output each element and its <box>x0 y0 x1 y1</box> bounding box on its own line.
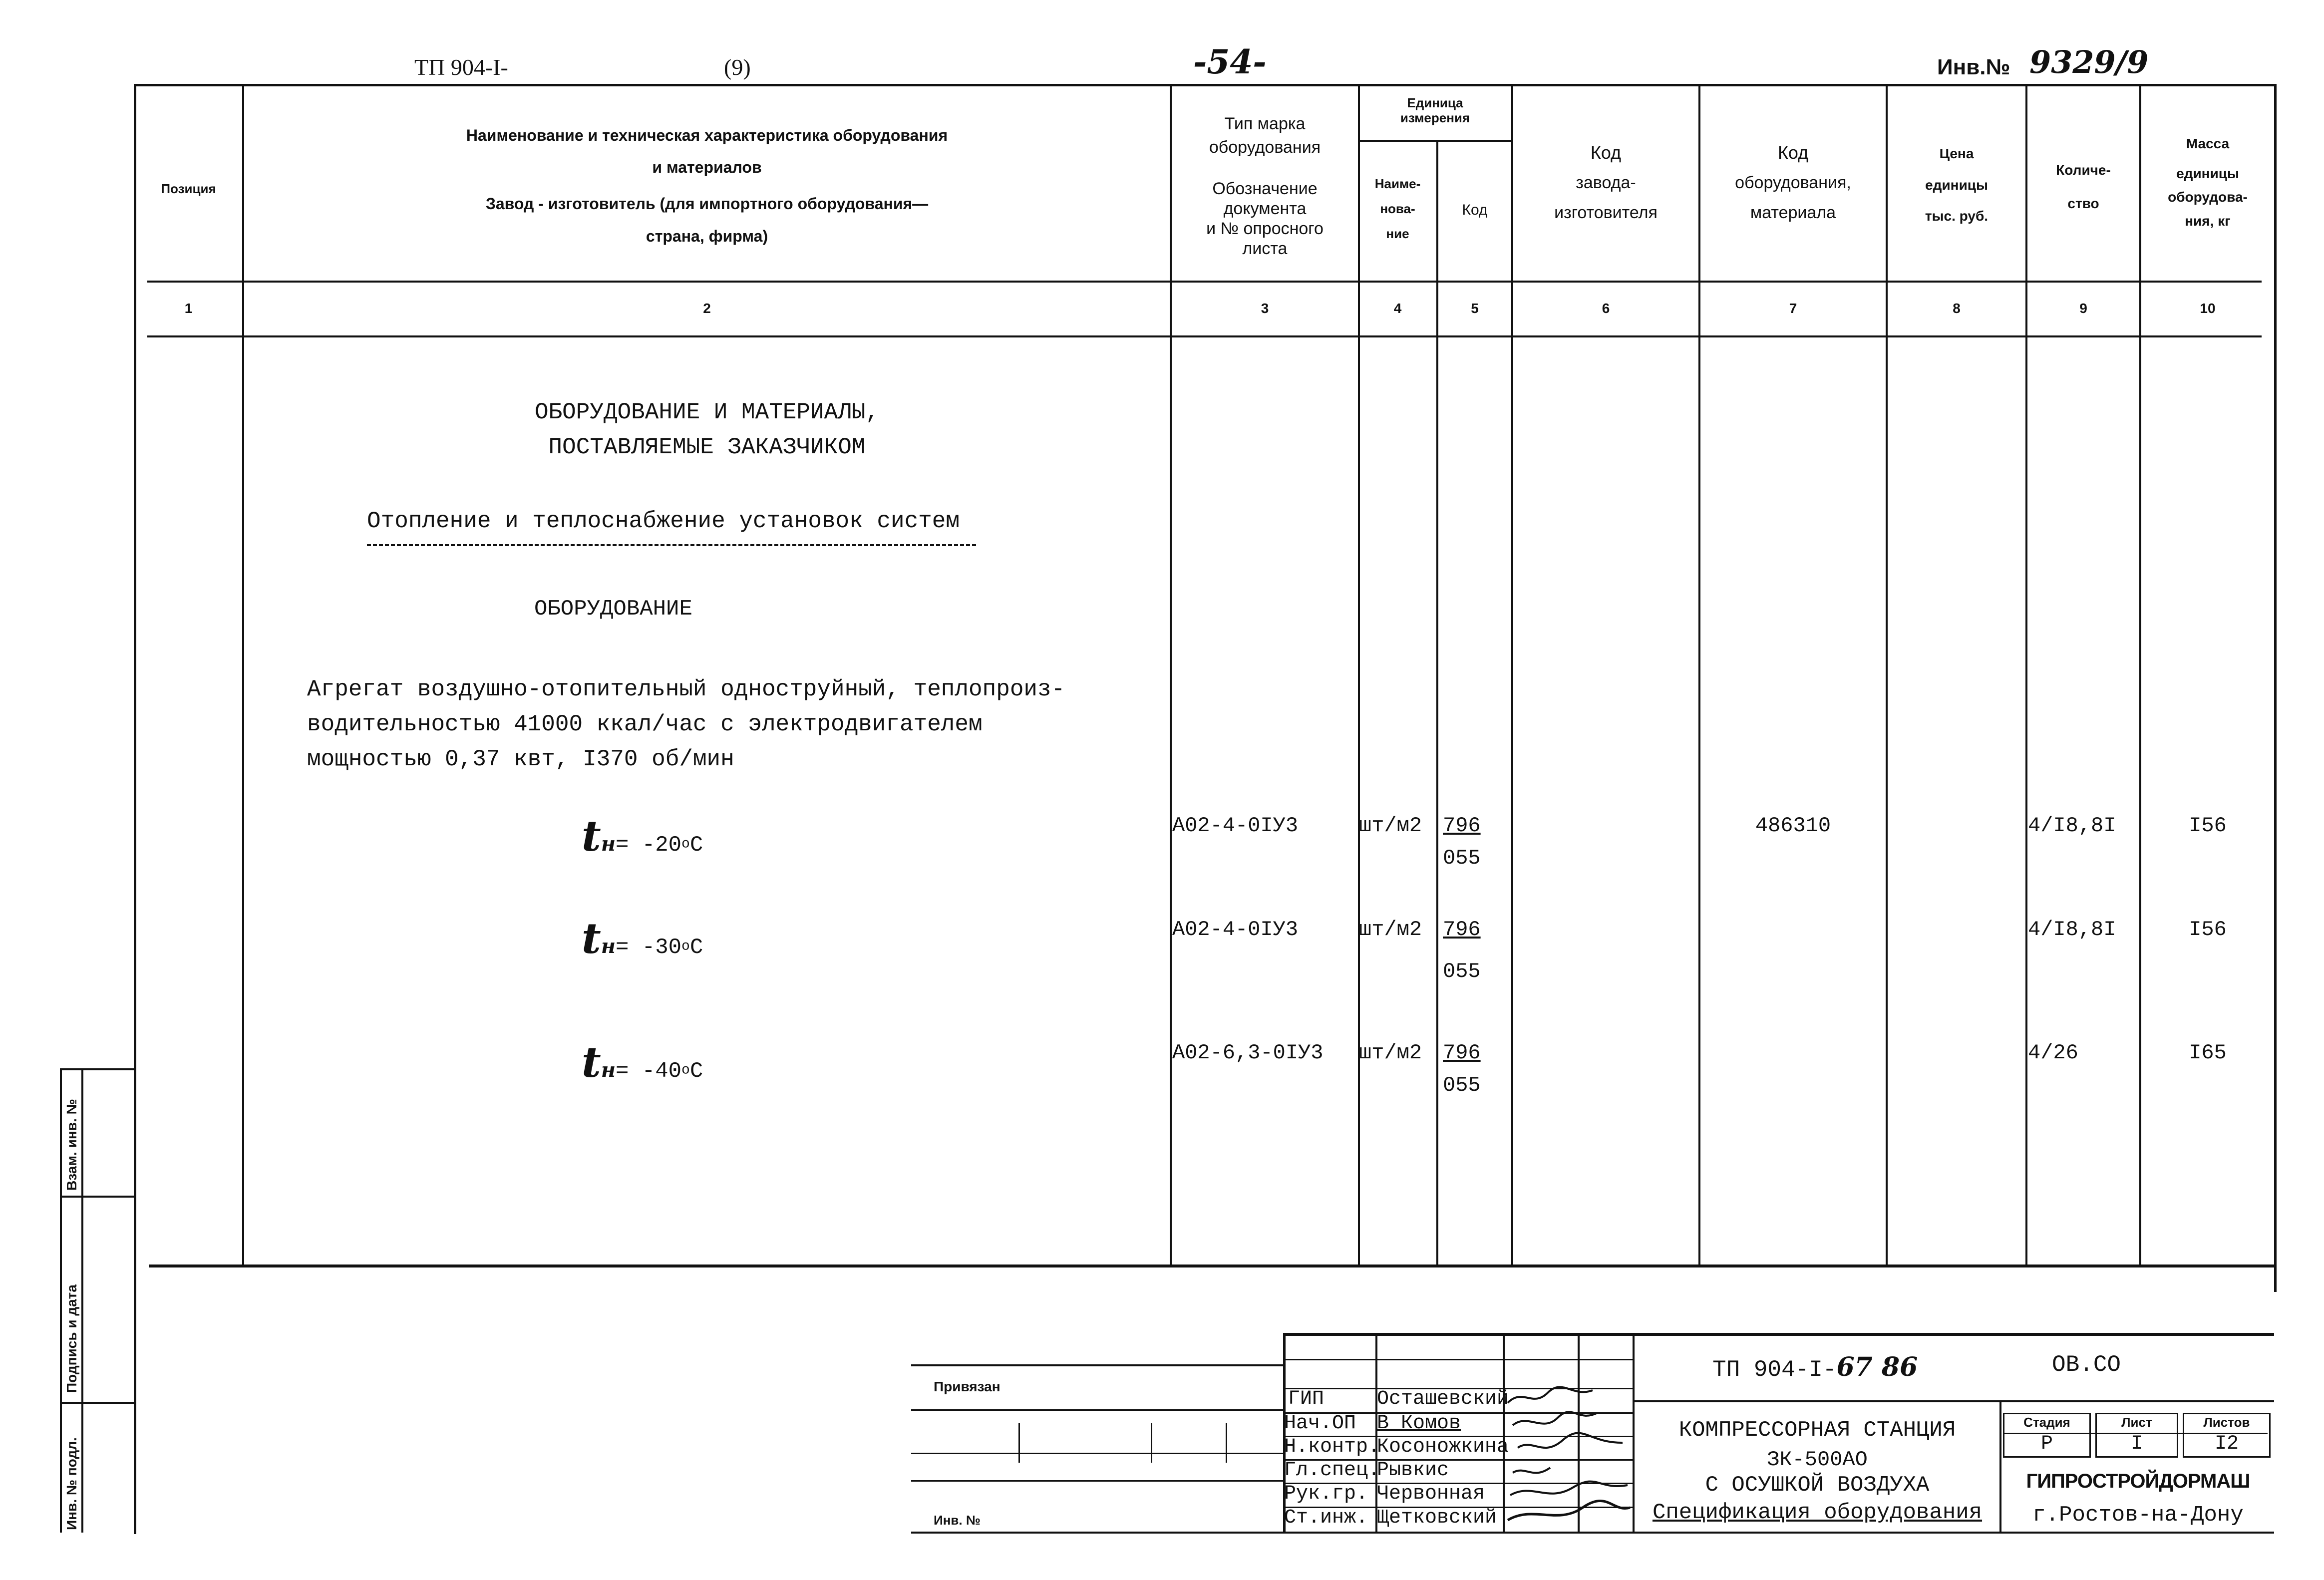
col-number: 4 <box>1393 301 1402 316</box>
frame-right-line <box>2274 84 2277 1292</box>
temp-unit: C <box>689 1059 703 1084</box>
unit-code-bottom: 055 <box>1443 846 1481 870</box>
header-unit-name-1: Наиме- <box>1374 176 1421 191</box>
header-material-2: оборудования, <box>1735 173 1851 192</box>
header-mass-1: Масса <box>2186 136 2230 151</box>
degree-sign: o <box>681 836 690 852</box>
stamp-top-line <box>1283 1333 2274 1336</box>
col-number: 10 <box>2200 301 2216 316</box>
quantity: 4/26 <box>2028 1041 2078 1065</box>
degree-sign: o <box>681 939 690 954</box>
header-price-1: Цена <box>1939 146 1974 161</box>
header-unit-1: Единица <box>1407 95 1463 110</box>
unit-code-bottom: 055 <box>1443 959 1481 983</box>
header-type-4: документа <box>1223 199 1307 218</box>
material-code: 486310 <box>1755 814 1831 838</box>
temp-value: = -30 <box>615 935 682 960</box>
col-number: 2 <box>703 301 711 316</box>
temp-subscript: н <box>601 832 616 856</box>
header-factory-2: завода- <box>1576 173 1636 192</box>
equipment-type: А02-4-0IУ3 <box>1172 918 1299 942</box>
description-line-3: мощностью 0,37 квт, I370 об/мин <box>307 746 734 772</box>
stamp-role: Ст.инж. <box>1284 1507 1368 1529</box>
privyazan-line <box>911 1480 1286 1482</box>
stage-label: Стадия <box>2023 1415 2070 1430</box>
header-unit-code: Код <box>1462 202 1488 218</box>
stamp-name: Косоножкина <box>1377 1436 1509 1458</box>
stamp-title-3: С ОСУШКОЙ ВОЗДУХА <box>1705 1473 1930 1498</box>
sheet-label: Лист <box>2121 1415 2152 1430</box>
stamp-title-4: Спецификация оборудования <box>1652 1500 1983 1525</box>
organization-name: ГИПРОСТРОЙДОРМАШ <box>2026 1470 2250 1492</box>
signature-scribbles <box>1503 1383 1633 1533</box>
col-number: 5 <box>1471 301 1479 316</box>
stamp-title-1: КОМПРЕССОРНАЯ СТАНЦИЯ <box>1678 1418 1956 1443</box>
side-stamp-left <box>60 1068 62 1533</box>
stamp-col-line <box>1633 1333 1635 1533</box>
header-name-4: страна, фирма) <box>646 227 768 245</box>
sheets-value: I2 <box>2214 1433 2239 1455</box>
temp-subscript: н <box>601 1058 616 1082</box>
stamp-role: ГИП <box>1288 1388 1325 1410</box>
section-title-1: ОБОРУДОВАНИЕ И МАТЕРИАЛЫ, <box>534 399 880 425</box>
header-type-6: листа <box>1242 239 1288 258</box>
stage-box-group <box>2003 1413 2270 1457</box>
unit-name: шт/м2 <box>1359 814 1422 838</box>
col-number: 6 <box>1602 301 1610 316</box>
stamp-title-2: ЗК-500АО <box>1767 1448 1868 1472</box>
description-line-2: водительностью 41000 ккал/час с электродвигателем <box>307 711 983 737</box>
header-type-3: Обозначение <box>1212 179 1318 198</box>
temp-value: = -40 <box>615 1059 682 1084</box>
stamp-name: Червонная <box>1377 1483 1485 1505</box>
degree-sign: o <box>681 1062 690 1078</box>
privyazan-tick <box>1151 1423 1152 1463</box>
unit-mass: I65 <box>2189 1041 2227 1065</box>
quantity: 4/I8,8I <box>2028 814 2116 838</box>
subsection-heading: ОБОРУДОВАНИЕ <box>534 597 692 622</box>
stamp-right-col <box>1999 1400 2001 1533</box>
header-material-1: Код <box>1777 142 1809 163</box>
col-sep-3 <box>1358 84 1360 1264</box>
equipment-type: А02-4-0IУ3 <box>1172 814 1299 838</box>
header-material-3: материала <box>1750 203 1836 222</box>
col-sep-6 <box>1698 84 1700 1264</box>
table-row <box>582 1037 703 1087</box>
section-underline <box>367 544 976 546</box>
table-bottom-line <box>149 1264 2274 1267</box>
stamp-mark: ОВ.СО <box>2052 1352 2121 1378</box>
col-number: 9 <box>2079 301 2087 316</box>
temp-symbol: t <box>582 811 601 861</box>
page-number: -54- <box>1193 42 1267 81</box>
unit-code-top: 796 <box>1443 918 1481 942</box>
side-label-replacement-inv: Взам. инв. № <box>64 1099 79 1191</box>
unit-group-line <box>1359 140 1511 142</box>
side-label-signature-date: Подпись и дата <box>64 1284 79 1393</box>
equipment-type: А02-6,3-0IУ3 <box>1172 1041 1324 1065</box>
header-type-5: и № опросного <box>1206 219 1324 238</box>
sheet-paren: (9) <box>724 54 751 80</box>
header-unit-name-2: нова- <box>1380 201 1415 216</box>
unit-mass: I56 <box>2189 918 2227 942</box>
temp-symbol: t <box>582 1037 601 1087</box>
col-number: 3 <box>1261 301 1269 316</box>
privyazan-tick <box>1018 1423 1020 1463</box>
section-heading: Отопление и теплоснабжение установок систем <box>367 508 960 534</box>
stage-value: Р <box>2040 1433 2053 1455</box>
col-sep-8 <box>2025 84 2027 1264</box>
stamp-name: В Комов <box>1377 1412 1461 1435</box>
unit-code-top: 796 <box>1443 1041 1481 1065</box>
privyazan-tick <box>1226 1423 1227 1463</box>
header-type-2: оборудования <box>1209 138 1321 157</box>
col-number: 8 <box>1953 301 1961 316</box>
side-stamp-line <box>60 1068 135 1070</box>
privyazan-line <box>911 1453 1286 1454</box>
unit-name: шт/м2 <box>1359 918 1422 942</box>
stamp-doc-code <box>1712 1352 1918 1383</box>
organization-city: г.Ростов-на-Дону <box>2032 1503 2244 1528</box>
header-unit-2: измерения <box>1400 110 1470 125</box>
frame-top-line <box>135 84 2277 86</box>
header-price-2: единицы <box>1925 177 1988 193</box>
stamp-doc-code-handwritten: 67 86 <box>1836 1352 1918 1382</box>
header-name-1: Наименование и техническая характеристика оборудования <box>466 126 948 144</box>
table-row <box>582 811 703 861</box>
header-name-3: Завод - изготовитель (для импортного оборудования— <box>485 195 929 213</box>
header-factory-3: изготовителя <box>1554 203 1658 222</box>
stamp-name: Рывкис <box>1377 1459 1449 1482</box>
header-qty-1: Количе- <box>2056 162 2111 178</box>
col-sep-2 <box>1170 84 1172 1264</box>
temp-subscript: н <box>601 935 616 958</box>
privyazan-line <box>911 1409 1286 1411</box>
stamp-role: Рук.гр. <box>1284 1483 1368 1505</box>
header-type-1: Тип марка <box>1224 114 1306 133</box>
doc-code-top: ТП 904-I- <box>414 54 508 80</box>
stamp-role: Н.контр. <box>1284 1436 1380 1458</box>
stamp-role: Нач.ОП <box>1284 1412 1356 1435</box>
col-number: 1 <box>184 301 193 316</box>
header-price-3: тыс. руб. <box>1925 208 1989 224</box>
temp-unit: C <box>689 833 703 858</box>
privyazan-line <box>911 1364 1286 1366</box>
side-stamp-line <box>60 1402 135 1404</box>
stamp-title-line <box>1633 1400 2274 1402</box>
col-number: 7 <box>1789 301 1797 316</box>
side-stamp-line <box>60 1196 135 1198</box>
col-sep-9 <box>2139 84 2141 1264</box>
stamp-name: Осташевский <box>1377 1388 1509 1410</box>
stamp-role: Гл.спец. <box>1284 1459 1380 1482</box>
description-line-1: Агрегат воздушно-отопительный одноструйный, теплопроиз- <box>307 676 1065 702</box>
section-title-2: ПОСТАВЛЯЕМЫЕ ЗАКАЗЧИКОМ <box>548 434 866 460</box>
inv-number: 9329/9 <box>2029 44 2149 80</box>
header-mass-4: ния, кг <box>2185 213 2231 229</box>
quantity: 4/I8,8I <box>2028 918 2116 942</box>
side-stamp-mid <box>81 1068 83 1533</box>
unit-name: шт/м2 <box>1359 1041 1422 1065</box>
unit-code-bottom: 055 <box>1443 1073 1481 1097</box>
numbers-bottom-line <box>147 335 2262 337</box>
col-sep-7 <box>1886 84 1888 1264</box>
header-bottom-line <box>147 281 2262 283</box>
header-unit-name-3: ние <box>1386 226 1409 241</box>
privyazan-label: Привязан <box>934 1379 1000 1394</box>
temp-unit: C <box>689 935 703 960</box>
header-qty-2: ство <box>2067 196 2099 211</box>
header-mass-3: оборудова- <box>2168 189 2248 205</box>
col-sep-1 <box>242 84 244 1264</box>
inv-no-label: Инв. № <box>934 1513 981 1528</box>
side-label-original-inv: Инв. № подл. <box>64 1437 79 1530</box>
inv-label: Инв.№ <box>1937 55 2010 79</box>
stamp-doc-code-printed: ТП 904-I- <box>1712 1357 1837 1383</box>
header-position: Позиция <box>161 181 216 196</box>
temp-value: = -20 <box>615 833 682 858</box>
header-mass-2: единицы <box>2176 166 2239 181</box>
header-name-2: и материалов <box>652 158 762 176</box>
col-sep-5 <box>1511 84 1513 1264</box>
header-factory-1: Код <box>1590 142 1622 163</box>
sheets-label: Листов <box>2203 1415 2250 1430</box>
stamp-row-line <box>1283 1359 1633 1360</box>
stamp-name: Щетковский <box>1377 1507 1497 1529</box>
temp-symbol: t <box>582 914 601 963</box>
unit-mass: I56 <box>2189 814 2227 838</box>
unit-code-top: 796 <box>1443 814 1481 838</box>
sheet-value: I <box>2130 1433 2143 1455</box>
table-row <box>582 914 703 963</box>
